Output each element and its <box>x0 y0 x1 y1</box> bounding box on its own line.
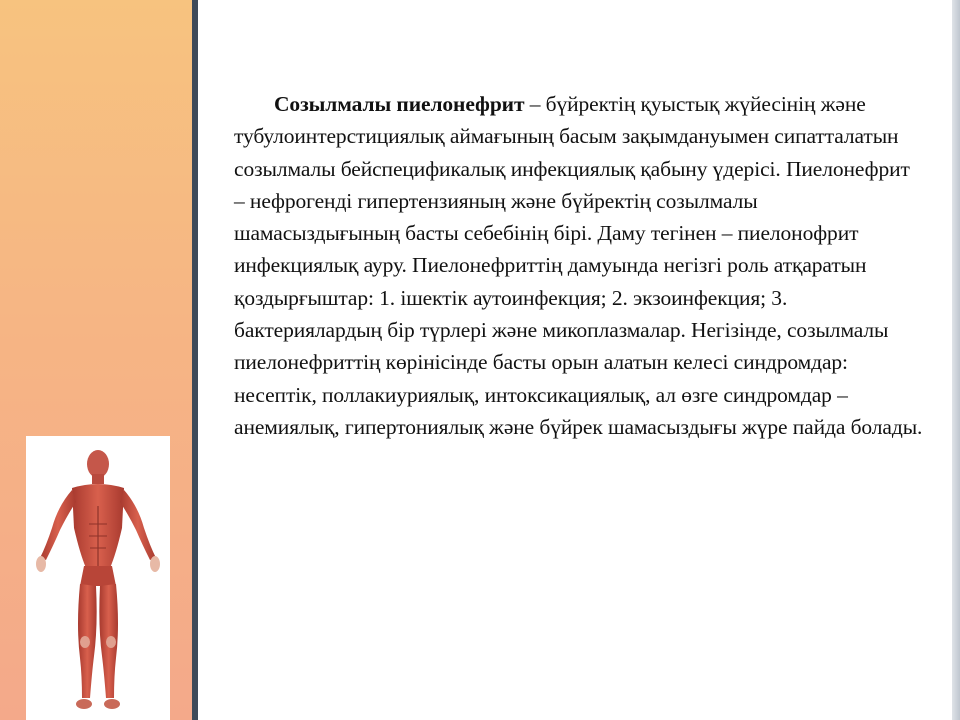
human-muscle-figure-icon <box>26 436 170 720</box>
anatomy-figure-image <box>26 436 170 720</box>
slide-content-panel <box>192 0 960 720</box>
definition-paragraph <box>234 88 924 443</box>
right-edge-border <box>952 0 960 720</box>
definition-text: – бүйректің қуыстық жүйесінің және тубулоинтерстициялық аймағының басым зақымдануымен сипатталатын созылмалы бейспецификалық инфекциялық қабыну үдерісі. Пиелонефрит – нефрогенді гипертензияның және бүйректің созылмалы шамасыздығының басты себебінің бірі. Даму тегінен – пиелонофрит инфекциялық ауру. Пиелонефриттің дамуында негізгі роль атқаратын қоздырғыштар: 1. ішектік аутоинфекция; 2. экзоинфекция; 3. бактериялардың бір түрлері және микоплазмалар. Негізінде, созылмалы пиелонефриттің көрінісінде басты орын алатын келесі синдромдар: несептік, поллакиуриялық, интоксикациялық, ал өзге синдромдар – анемиялық, гипертониялық және бүйрек шамасыздығы жүре пайда болады. <box>234 92 923 439</box>
term-heading: Созылмалы пиелонефрит <box>274 92 525 116</box>
slide-paragraph <box>234 88 924 443</box>
